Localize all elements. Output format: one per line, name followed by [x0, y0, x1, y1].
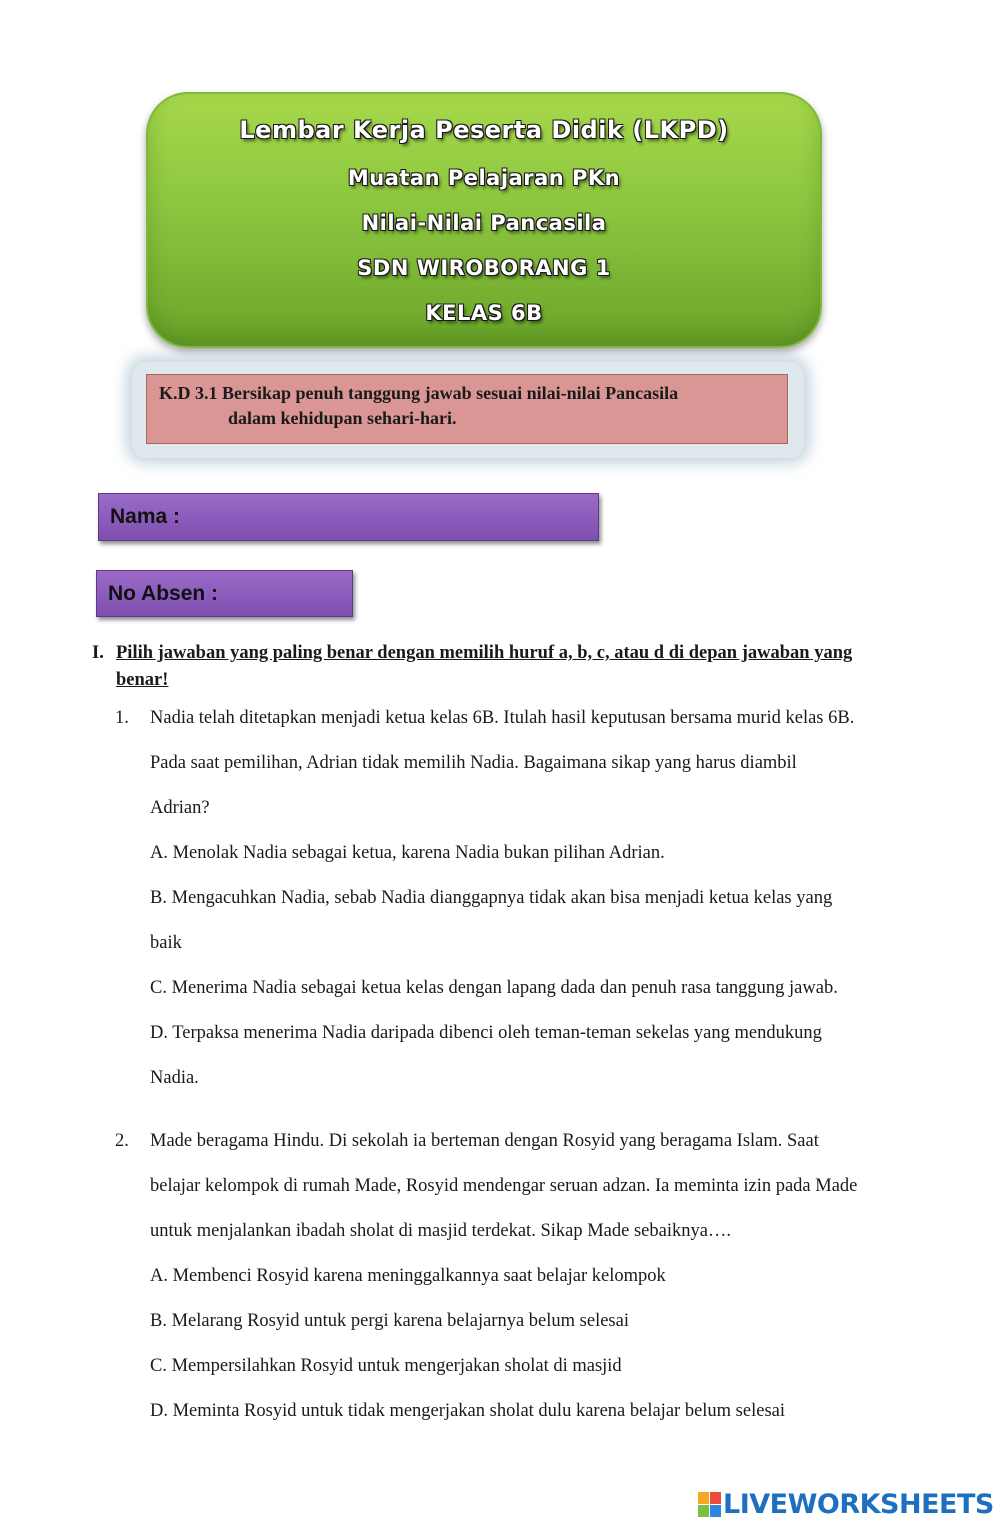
competency-line-1: K.D 3.1 Bersikap penuh tanggung jawab sesuai nilai-nilai Pancasila [159, 383, 679, 403]
worksheet-title: Lembar Kerja Peserta Didik (LKPD) [239, 116, 729, 144]
liveworksheets-logo-text: LIVEWORKSHEETS [723, 1489, 994, 1520]
question-2-line-1: Made beragama Hindu. Di sekolah ia berteman dengan Rosyid yang beragama Islam. Saat [150, 1131, 819, 1151]
section-number: I. [92, 643, 104, 663]
subject-label: Muatan Pelajaran PKn [347, 166, 621, 190]
liveworksheets-logo-icon [698, 1492, 722, 1518]
question-2-option-d[interactable]: D. Meminta Rosyid untuk tidak mengerjakan sholat dulu karena belajar belum selesai [150, 1401, 785, 1421]
class-label: KELAS 6B [425, 301, 543, 325]
section-instruction-text: Pilih jawaban yang paling benar dengan memilih huruf a, b, c, atau d di depan jawaban yang benar! [116, 643, 853, 690]
title-banner [146, 92, 822, 348]
attendance-number-field[interactable] [96, 570, 353, 617]
question-1-line-1: Nadia telah ditetapkan menjadi ketua kelas 6B. Itulah hasil keputusan bersama murid kelas 6B. [150, 708, 855, 728]
question-1-option-a[interactable]: A. Menolak Nadia sebagai ketua, karena Nadia bukan pilihan Adrian. [150, 843, 665, 863]
liveworksheets-logo [698, 1486, 998, 1526]
question-2-number: 2. [115, 1131, 129, 1151]
competency-line-2: dalam kehidupan sehari-hari. [228, 408, 457, 428]
question-1-number: 1. [115, 708, 129, 728]
question-1-option-b[interactable]: B. Mengacuhkan Nadia, sebab Nadia dianggapnya tidak akan bisa menjadi ketua kelas yang [150, 888, 833, 908]
question-1-line-3: Adrian? [150, 798, 210, 818]
question-2-option-b[interactable]: B. Melarang Rosyid untuk pergi karena belajarnya belum selesai [150, 1311, 629, 1331]
question-1-option-b-cont[interactable]: baik [150, 933, 182, 953]
topic-label: Nilai-Nilai Pancasila [361, 211, 607, 235]
question-2-line-3: untuk menjalankan ibadah sholat di masjid terdekat. Sikap Made sebaiknya…. [150, 1221, 732, 1241]
attendance-number-label: No Absen : [108, 582, 219, 605]
name-field-label: Nama : [110, 505, 181, 528]
question-1-option-d-cont[interactable]: Nadia. [150, 1068, 199, 1088]
question-2-option-c[interactable]: C. Mempersilahkan Rosyid untuk mengerjakan sholat di masjid [150, 1356, 622, 1376]
school-label: SDN WIROBORANG 1 [357, 256, 611, 280]
question-1-line-2: Pada saat pemilihan, Adrian tidak memilih Nadia. Bagaimana sikap yang harus diambil [150, 753, 797, 773]
question-1-option-d[interactable]: D. Terpaksa menerima Nadia daripada dibenci oleh teman-teman sekelas yang mendukung [150, 1023, 822, 1043]
name-field[interactable] [98, 493, 599, 541]
competency-box [146, 374, 788, 444]
question-2-line-2: belajar kelompok di rumah Made, Rosyid mendengar seruan adzan. Ia meminta izin pada Made [150, 1176, 858, 1196]
question-1-option-c[interactable]: C. Menerima Nadia sebagai ketua kelas dengan lapang dada dan penuh rasa tanggung jawab. [150, 978, 838, 998]
question-2-option-a[interactable]: A. Membenci Rosyid karena meninggalkannya saat belajar kelompok [150, 1266, 666, 1286]
